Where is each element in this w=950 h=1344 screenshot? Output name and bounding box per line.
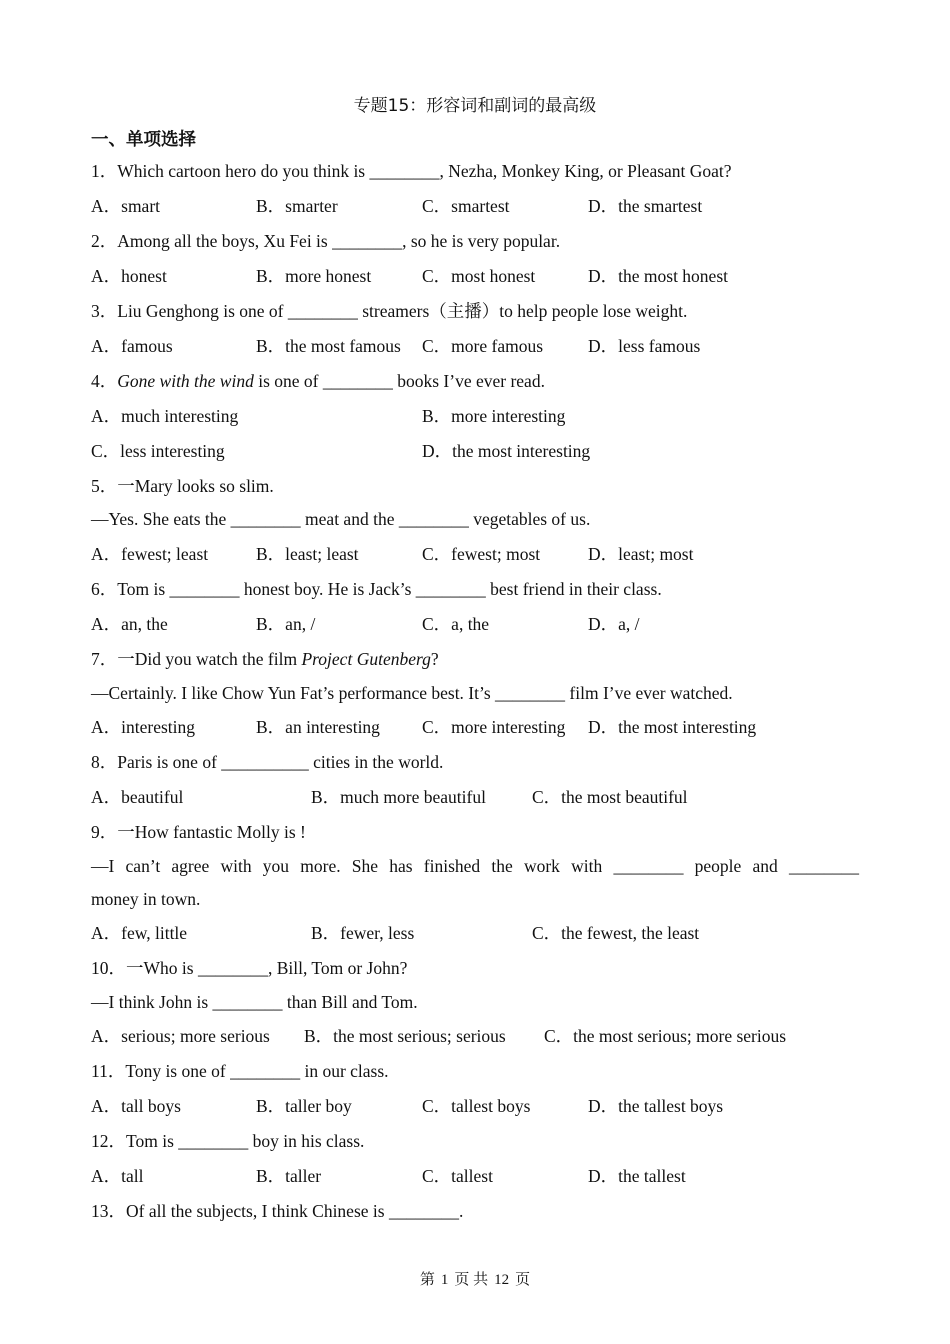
- question-9-stem: 9．一How fantastic Molly is !: [91, 822, 306, 842]
- q4-stem-rest: is one of ________ books I’ve ever read.: [253, 371, 545, 391]
- question-11-stem: 11．Tony is one of ________ in our class.: [91, 1061, 389, 1081]
- q9-option-c: C．the fewest, the least: [532, 923, 700, 943]
- q11-option-c: C．tallest boys: [422, 1096, 531, 1116]
- q5-option-b: B．least; least: [256, 544, 359, 564]
- q12-option-d: D．the tallest: [588, 1166, 686, 1186]
- q7-option-b: B．an interesting: [256, 717, 380, 737]
- q10-option-b: B．the most serious; serious: [304, 1026, 506, 1046]
- q2-option-d: D．the most honest: [588, 266, 728, 286]
- question-1-stem: 1．Which cartoon hero do you think is ________, Nezha, Monkey King, or Pleasant Goat?: [91, 161, 732, 181]
- q8-option-c: C．the most beautiful: [532, 787, 688, 807]
- footer-total-pages: 12: [494, 1272, 510, 1288]
- q5-option-d: D．least; most: [588, 544, 694, 564]
- question-13-stem: 13．Of all the subjects, I think Chinese is ________.: [91, 1201, 464, 1221]
- q6-option-a: A．an, the: [91, 614, 168, 634]
- page-footer: [0, 1268, 950, 1289]
- section-heading: 一、单项选择: [91, 130, 196, 150]
- q4-number: 4．: [91, 371, 118, 391]
- q1-option-c: C．smartest: [422, 196, 510, 216]
- question-4-stem: [91, 370, 545, 392]
- q4-option-b: B．more interesting: [422, 406, 566, 426]
- q1-option-b: B．smarter: [256, 196, 338, 216]
- q11-option-b: B．taller boy: [256, 1096, 352, 1116]
- q7-stem-end: ?: [430, 649, 439, 669]
- q1-option-a: A．smart: [91, 196, 161, 216]
- q8-option-a: A．beautiful: [91, 787, 184, 807]
- q11-option-a: A．tall boys: [91, 1096, 181, 1116]
- question-9-reply: —I can’t agree with you more. She has finished the work with ________ people and ________: [91, 856, 859, 876]
- q3-option-a: A．famous: [91, 336, 173, 356]
- q7-film-title: Project Gutenberg: [301, 649, 431, 669]
- q2-option-c: C．most honest: [422, 266, 536, 286]
- q4-option-a: A．much interesting: [91, 406, 239, 426]
- q6-option-c: C．a, the: [422, 614, 490, 634]
- q3-option-d: D．less famous: [588, 336, 701, 356]
- q9-option-b: B．fewer, less: [311, 923, 415, 943]
- footer-page-number: 1: [440, 1272, 449, 1288]
- q10-option-a: A．serious; more serious: [91, 1026, 270, 1046]
- question-7-stem: [91, 648, 439, 670]
- footer-suffix: 页: [515, 1272, 531, 1288]
- q4-book-title: Gone with the wind: [117, 371, 254, 391]
- q12-option-a: A．tall: [91, 1166, 144, 1186]
- q12-option-b: B．taller: [256, 1166, 322, 1186]
- q7-option-c: C．more interesting: [422, 717, 566, 737]
- q1-option-d: D．the smartest: [588, 196, 703, 216]
- footer-prefix: 第: [419, 1272, 435, 1288]
- q3-option-c: C．more famous: [422, 336, 544, 356]
- q9-option-a: A．few, little: [91, 923, 188, 943]
- q12-option-c: C．tallest: [422, 1166, 493, 1186]
- q5-option-a: A．fewest; least: [91, 544, 209, 564]
- q4-option-c: C．less interesting: [91, 441, 225, 461]
- question-10-stem: 10．一Who is ________, Bill, Tom or John?: [91, 958, 408, 978]
- q4-option-d: D．the most interesting: [422, 441, 591, 461]
- q7-option-d: D．the most interesting: [588, 717, 757, 737]
- question-9-reply-cont: money in town.: [91, 889, 201, 909]
- question-8-stem: 8．Paris is one of __________ cities in the world.: [91, 752, 444, 772]
- q6-option-d: D．a, /: [588, 614, 640, 634]
- q6-option-b: B．an, /: [256, 614, 316, 634]
- question-12-stem: 12．Tom is ________ boy in his class.: [91, 1131, 365, 1151]
- page-title: 专题15：形容词和副词的最高级: [353, 96, 597, 116]
- question-10-reply: —I think John is ________ than Bill and Tom.: [91, 992, 418, 1012]
- q11-option-d: D．the tallest boys: [588, 1096, 724, 1116]
- question-2-stem: 2．Among all the boys, Xu Fei is ________, so he is very popular.: [91, 231, 561, 251]
- footer-mid: 页 共: [454, 1272, 489, 1288]
- question-5-stem: 5．一Mary looks so slim.: [91, 476, 274, 496]
- question-3-stem: 3．Liu Genghong is one of ________ streamers（主播）to help people lose weight.: [91, 301, 688, 321]
- question-5-reply: —Yes. She eats the ________ meat and the ________ vegetables of us.: [91, 509, 591, 529]
- q3-option-b: B．the most famous: [256, 336, 401, 356]
- q8-option-b: B．much more beautiful: [311, 787, 486, 807]
- q7-stem-start: 7．一Did you watch the film: [91, 649, 302, 669]
- q2-option-b: B．more honest: [256, 266, 372, 286]
- q2-option-a: A．honest: [91, 266, 167, 286]
- q7-option-a: A．interesting: [91, 717, 196, 737]
- q5-option-c: C．fewest; most: [422, 544, 541, 564]
- q10-option-c: C．the most serious; more serious: [544, 1026, 787, 1046]
- question-6-stem: 6．Tom is ________ honest boy. He is Jack’s ________ best friend in their class.: [91, 579, 662, 599]
- question-7-reply: —Certainly. I like Chow Yun Fat’s performance best. It’s ________ film I’ve ever watched.: [91, 683, 733, 703]
